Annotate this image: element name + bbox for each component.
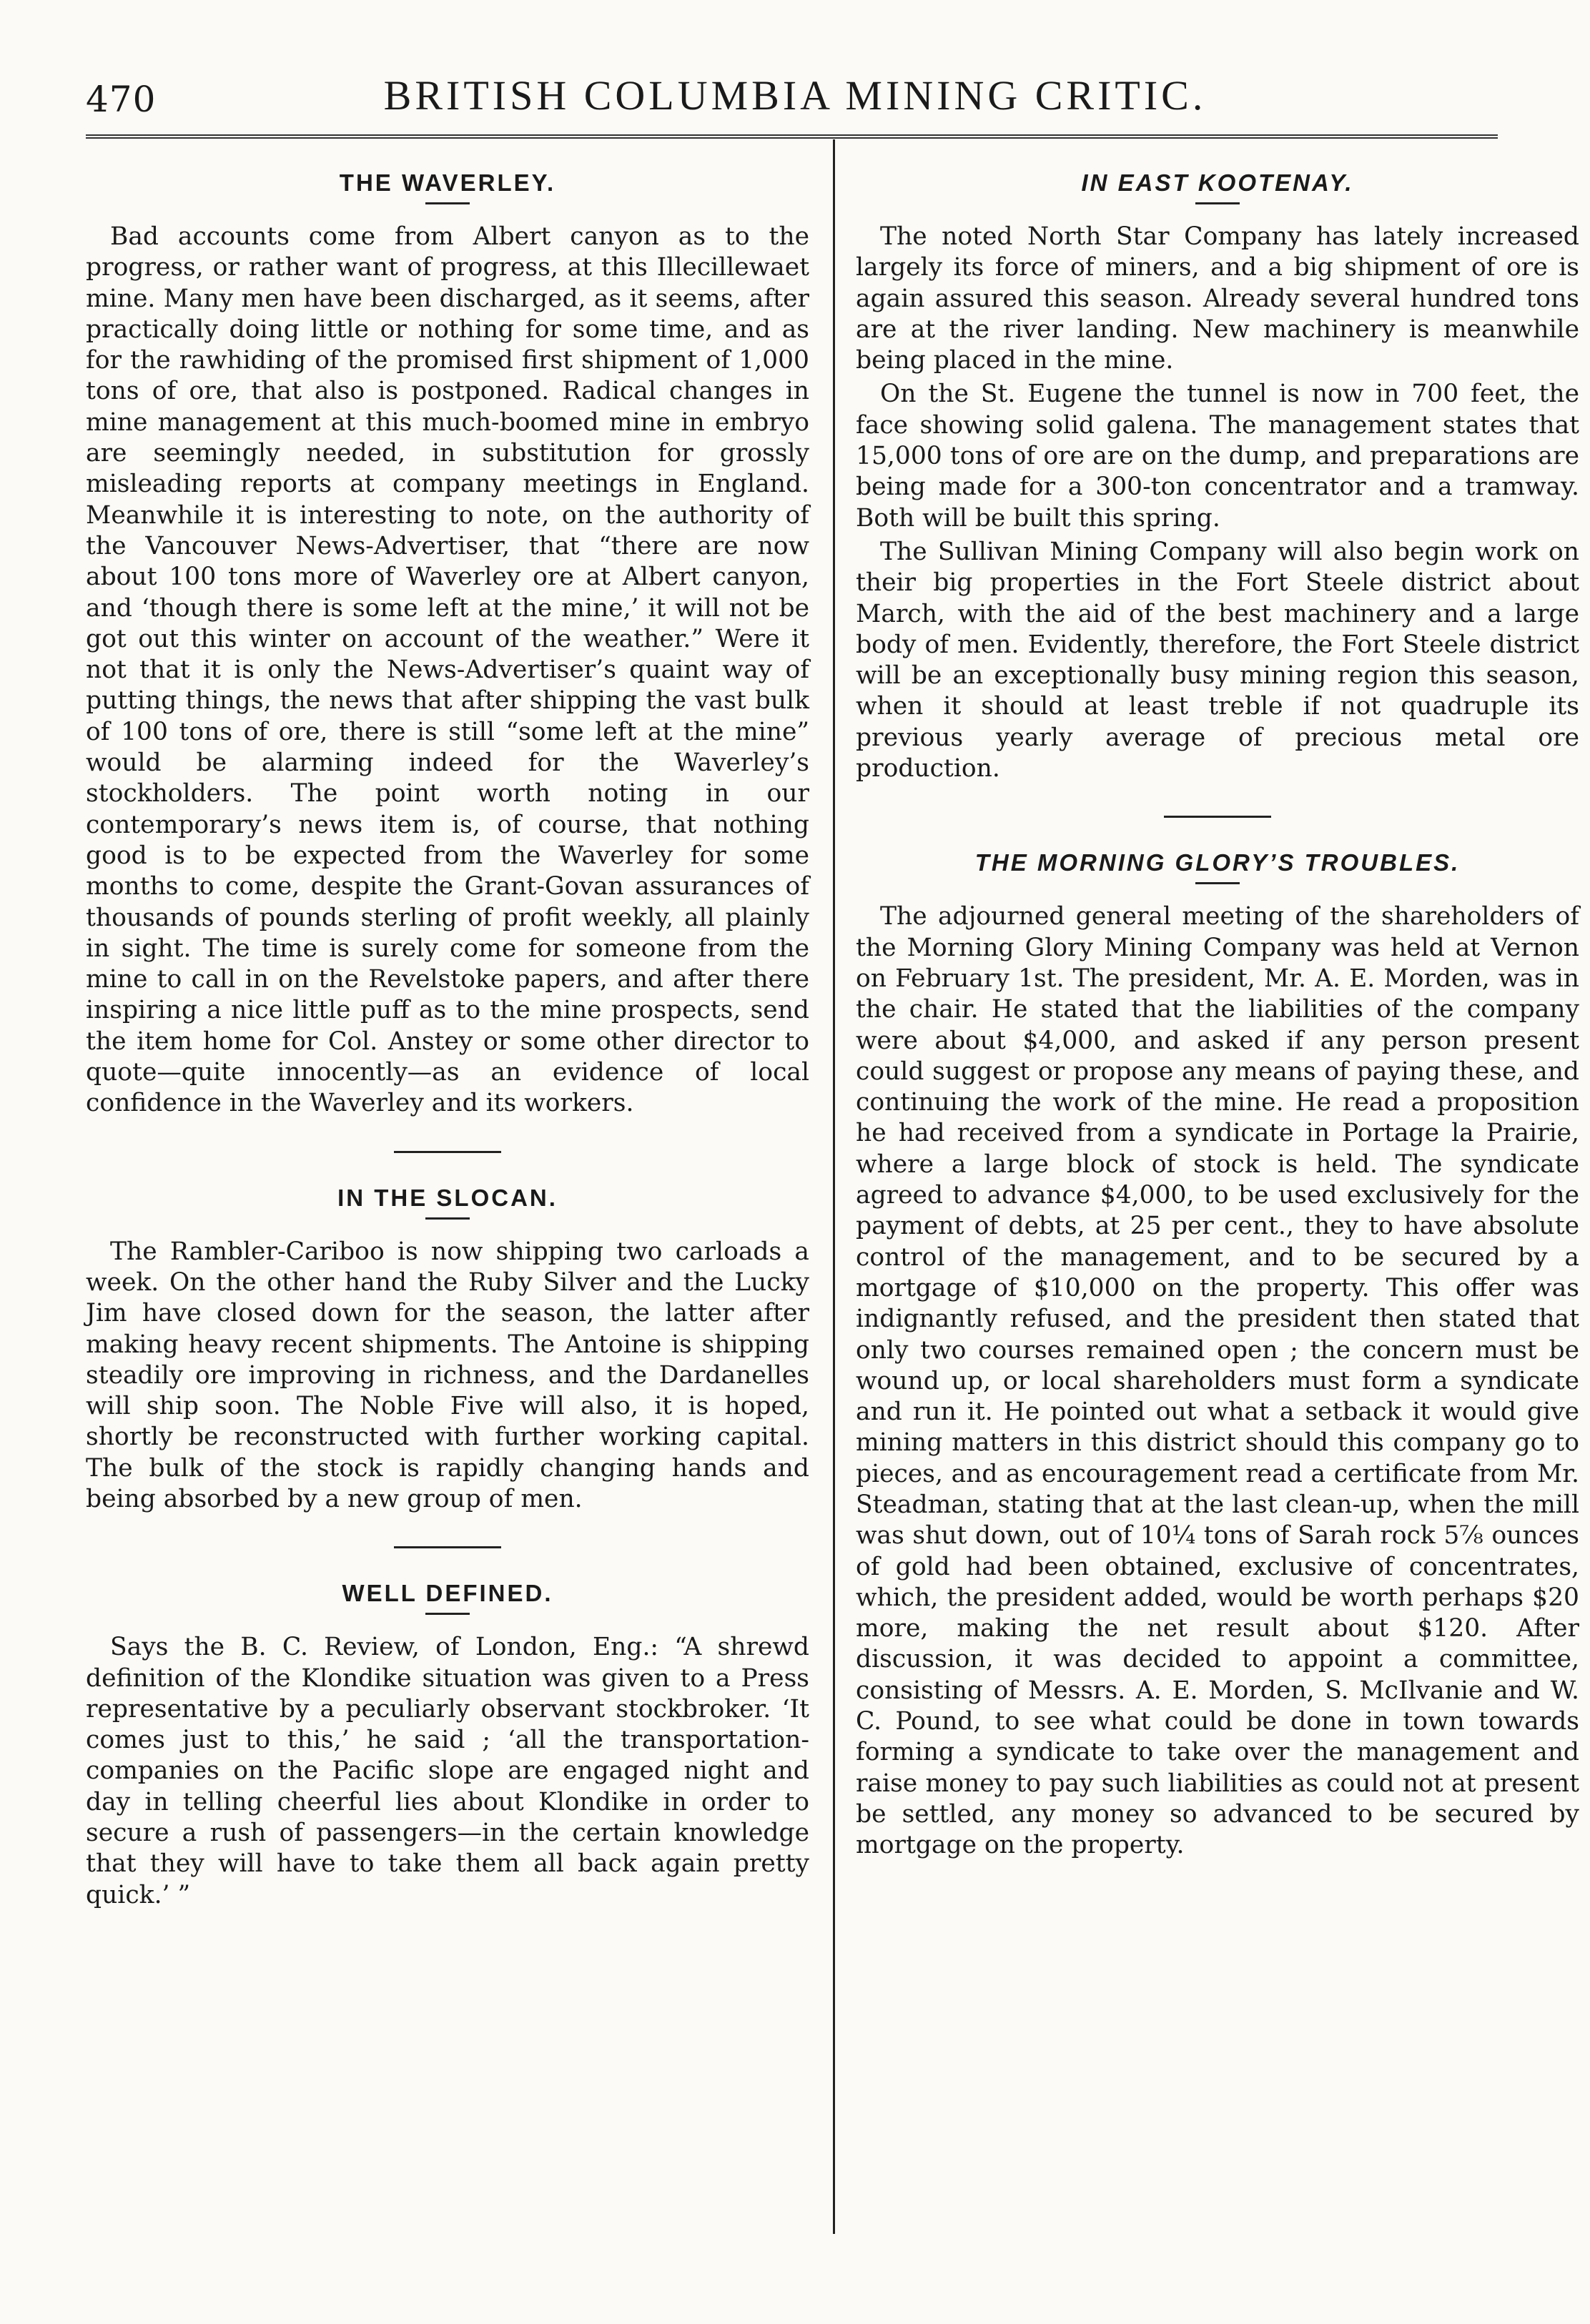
header-rule bbox=[86, 134, 1498, 139]
right-column bbox=[856, 161, 1579, 1864]
article-paragraph: Bad accounts come from Albert canyon as to the progress, or rather want of progress, at this Illecillewaet mine. Many men have been discharged, as it seems, after practically doing little or nothing for some time, and as for the rawhiding of the promised first shipment of 1,000 tons of ore, that also is postponed. Radical changes in mine management at this much-boomed mine in embryo are seemingly needed, in substitution for grossly misleading reports at company meetings in England. Meanwhile it is interesting to note, on the authority of the Vancouver News-Advertiser, that “there are now about 100 tons more of Waverley ore at Albert canyon, and ‘though there is some left at the mine,’ it will not be got out this winter on account of the weather.” Were it not that it is only the News-Advertiser’s quaint way of putting things, the news that after shipping the vast bulk of 100 tons of ore, there is still “some left at the mine” would be alarming indeed for the Waverley’s stockholders. The point worth noting in our contemporary’s news item is, of course, that nothing good is to be expected from the Waverley for some months to come, despite the Grant-Govan assurances of thousands of pounds sterling of profit weekly, all plainly in sight. The time is surely come for someone from the mine to call in on the Revelstoke papers, and after there inspiring a nice little puff as to the mine prospects, send the item home for Col. Anstey or some other director to quote—quite innocently—as an evidence of local confidence in the Waverley and its workers. bbox=[86, 222, 809, 1118]
section-separator bbox=[1164, 816, 1271, 818]
page-header bbox=[0, 50, 1590, 129]
heading-rule bbox=[1195, 202, 1240, 204]
article-paragraph: The noted North Star Company has lately increased largely its force of miners, and a big shipment of ore is again assured this season. Already several hundred tons are at the river landing. New machinery is meanwhile being placed in the mine. bbox=[856, 222, 1579, 375]
article-paragraph: The Rambler-Cariboo is now shipping two carloads a week. On the other hand the Ruby Silver and the Lucky Jim have closed down for the season, the latter after making heavy recent shipments. The Antoine is shipping steadily ore improving in richness, and the Dardanelles will ship soon. The Noble Five will also, it is hoped, shortly be reconstructed with further working capital. The bulk of the stock is rapidly changing hands and being absorbed by a new group of men. bbox=[86, 1237, 809, 1513]
section-separator bbox=[394, 1151, 501, 1153]
heading-rule bbox=[425, 1217, 470, 1220]
article-waverley bbox=[86, 169, 809, 1119]
article-heading: THE MORNING GLORY’S TROUBLES. bbox=[974, 849, 1461, 876]
article-heading: WELL DEFINED. bbox=[342, 1580, 553, 1607]
publication-title: BRITISH COLUMBIA MINING CRITIC. bbox=[383, 72, 1207, 119]
article-slocan bbox=[86, 1185, 809, 1515]
left-column bbox=[86, 161, 809, 1914]
page-number: 470 bbox=[86, 79, 157, 120]
heading-rule bbox=[1195, 882, 1240, 884]
article-paragraph: Says the B. C. Review, of London, Eng.: “A shrewd definition of the Klondike situation was given to a Press representative by a peculiarly observant stockbroker. ‘It comes just to this,’ he said ; ‘all the transportation-companies on the Pacific slope are engaged night and day in telling cheerful lies about Klondike in order to secure a rush of passengers—in the certain knowledge that they will have to take them all back again pretty quick.’ ” bbox=[86, 1633, 809, 1909]
article-heading: IN THE SLOCAN. bbox=[337, 1184, 558, 1211]
column-divider bbox=[833, 139, 835, 2234]
section-separator bbox=[394, 1546, 501, 1548]
article-paragraph: The adjourned general meeting of the shareholders of the Morning Glory Mining Company was held at Vernon on February 1st. The president, Mr. A. E. Morden, was in the chair. He stated that the liabilities of the company were about $4,000, and asked if any person present could suggest or propose any means of paying these, and continuing the work of the mine. He read a proposition he had received from a syndicate in Portage la Prairie, where a large block of stock is held. The syndicate agreed to advance $4,000, to be used exclusively for the payment of debts, at 25 per cent., they to have absolute control of the management, and to be secured by a mortgage of $10,000 on the property. This offer was indignantly refused, and the president then stated that only two courses remained open ; the concern must be wound up, or local shareholders must form a syndicate and run it. He pointed out what a setback it would give mining matters in this district should this company go to pieces, and as encouragement read a certificate from Mr. Steadman, stating that at the last clean-up, when the mill was shut down, out of 10¼ tons of Sarah rock 5⅞ ounces of gold had been obtained, exclusive of concentrates, which, the president added, would be worth perhaps $20 more, making the net result about $120. After discussion, it was decided to appoint a committee, consisting of Messrs. A. E. Morden, S. McIlvanie and W. C. Pound, to see what could be done in town towards forming a syndicate to take over the management and raise money to pay such liabilities as could not at present be settled, any money so advanced to be secured by mortgage on the property. bbox=[856, 902, 1579, 1860]
article-heading: THE WAVERLEY. bbox=[339, 169, 556, 196]
article-heading: IN EAST KOOTENAY. bbox=[1081, 169, 1354, 196]
article-paragraph: The Sullivan Mining Company will also begin work on their big properties in the Fort Steele district about March, with the aid of the best machinery and a large body of men. Evidently, therefore, the Fort Steele district will be an exceptionally busy mining region this season, when it should at least treble if not quadruple its previous yearly average of precious metal ore production. bbox=[856, 537, 1579, 783]
heading-rule bbox=[425, 1613, 470, 1615]
article-paragraph: On the St. Eugene the tunnel is now in 700 feet, the face showing solid galena. The management states that 15,000 tons of ore are on the dump, and preparations are being made for a 300-ton concentrator and a tramway. Both will be built this spring. bbox=[856, 380, 1579, 533]
heading-rule bbox=[425, 202, 470, 204]
article-morning-glory bbox=[856, 849, 1579, 1861]
article-east-kootenay bbox=[856, 169, 1579, 784]
article-well-defined bbox=[86, 1580, 809, 1911]
